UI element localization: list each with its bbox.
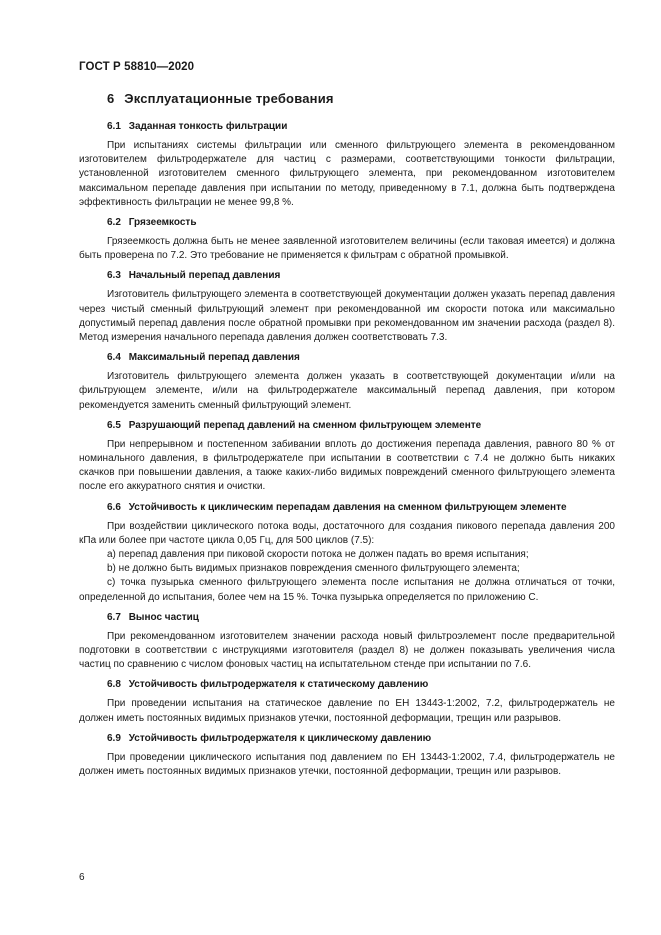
document-header: ГОСТ Р 58810—2020 — [79, 61, 195, 73]
list-item: c) точка пузырька сменного фильтрующего элемента после испытания не должна отличаться от точки, определенной до испытания, более чем на 15 %. Точка пузырька определяется по приложению С. — [79, 577, 615, 603]
paragraph: Изготовитель фильтрующего элемента в соответствующей документации должен указать перепад давления через чистый сменный фильтрующий элемент при рекомендованной им скорости потока или максимально допустимый перепад давления после обратной промывки при рекомендованном им значении расхода (раздел 8). Метод измерения начального перепада давления должен соответствовать 7.3. — [79, 289, 615, 344]
subsection-heading: Устойчивость фильтродержателя к статическому давлению — [128, 679, 429, 691]
subsection-number: 6.1 — [107, 121, 121, 132]
paragraph: Изготовитель фильтрующего элемента должен указать в соответствующей документации и/или на фильтрующем элементе, и/или на фильтродержателе максимальный перепад давления, при котором рекомендуется заменить сменный фильтрующий элемент. — [79, 371, 615, 411]
paragraph: При воздействии циклического потока воды, достаточного для создания пикового перепада давления 200 кПа или более при частоте цикла 0,05 Гц, для 500 циклов (7.5): — [79, 520, 615, 546]
subsection-6-6-title — [107, 501, 615, 515]
subsection-number: 6.7 — [107, 611, 121, 623]
subsection-heading: Устойчивость к циклическим перепадам давления на сменном фильтрующем элементе — [128, 501, 567, 513]
subsection-6-1-title — [107, 120, 615, 134]
subsection-heading: Вынос частиц — [128, 611, 199, 623]
section-number: 6 — [107, 91, 115, 106]
subsection-6-8-title — [107, 678, 615, 692]
paragraph: При проведении испытания на статическое давление по ЕН 13443-1:2002, 7.2, фильтродержатель не должен иметь постоянных видимых признаков утечки, постоянной деформации, трещин или разрывов. — [79, 698, 615, 724]
subsection-heading: Устойчивость фильтродержателя к циклическому давлению — [128, 732, 432, 744]
paragraph: При непрерывном и постепенном забивании вплоть до достижения перепада давления, равного 80 % от номинального давления, в фильтродержателе при испытании в соответствии с 7.4 не должно быть никаких скачков при повышении давления, а также каких-либо видимых повреждений сменного фильтрующего элемента после его аккуратного снятия и очистки. — [79, 438, 615, 493]
subsection-6-2-title — [107, 216, 615, 230]
subsection-6-5-title — [107, 419, 615, 433]
subsection-6-7-title — [107, 611, 615, 625]
paragraph: При проведении циклического испытания под давлением по ЕН 13443-1:2002, 7.4, фильтродержатель не должен иметь постоянных видимых признаков утечки, постоянной деформации, трещин или разрывов. — [79, 751, 615, 778]
section-title — [107, 91, 615, 106]
document-body — [79, 91, 615, 785]
list-item: a) перепад давления при пиковой скорости потока не должен падать во время испытания; — [107, 549, 529, 561]
subsection-heading: Максимальный перепад давления — [128, 352, 300, 364]
subsection-number: 6.2 — [107, 217, 121, 229]
subsection-number: 6.9 — [107, 732, 121, 744]
subsection-number: 6.5 — [107, 419, 121, 431]
subsection-heading: Разрушающий перепад давлений на сменном фильтрующем элементе — [128, 419, 482, 431]
paragraph: При испытаниях системы фильтрации или сменного фильтрующего элемента в рекомендованном изготовителем фильтродержателе для частиц с размерами, соответствующими тонкости фильтрации, установленной изготовителем сменного фильтрующего элемента, при рекомендованном изготовителем максимальном перепаде давления при испытании по методу, приведенному в 7.1, должна быть подтверждена эффективность фильтрации не менее 99,8 %. — [79, 140, 615, 208]
paragraph: Грязеемкость должна быть не менее заявленной изготовителем величины (если таковая имеется) и должна быть проверена по 7.2. Это требование не применяется к фильтрам с обратной промывкой. — [79, 236, 615, 262]
subsection-6-9-title — [107, 732, 615, 746]
subsection-6-3-title — [107, 269, 615, 283]
list-item: b) не должно быть видимых признаков повреждения сменного фильтрующего элемента; — [107, 563, 520, 575]
page-number: 6 — [79, 872, 85, 883]
subsection-heading: Начальный перепад давления — [128, 270, 281, 282]
section-heading: Эксплуатационные требования — [124, 91, 334, 106]
subsection-heading: Заданная тонкость фильтрации — [128, 121, 288, 132]
subsection-heading: Грязеемкость — [128, 217, 197, 229]
subsection-number: 6.6 — [107, 501, 121, 513]
subsection-number: 6.8 — [107, 679, 121, 691]
subsection-number: 6.3 — [107, 270, 121, 282]
paragraph: При рекомендованном изготовителем значении расхода новый фильтроэлемент после предварительной подготовки в соответствии с инструкциями изготовителя (раздел 8) не должен показывать увеличения числа частиц по сравнению с числом фоновых частиц на испытательном стенде при испытании по 7.6. — [79, 630, 615, 671]
subsection-6-4-title — [107, 351, 615, 365]
subsection-number: 6.4 — [107, 352, 121, 364]
